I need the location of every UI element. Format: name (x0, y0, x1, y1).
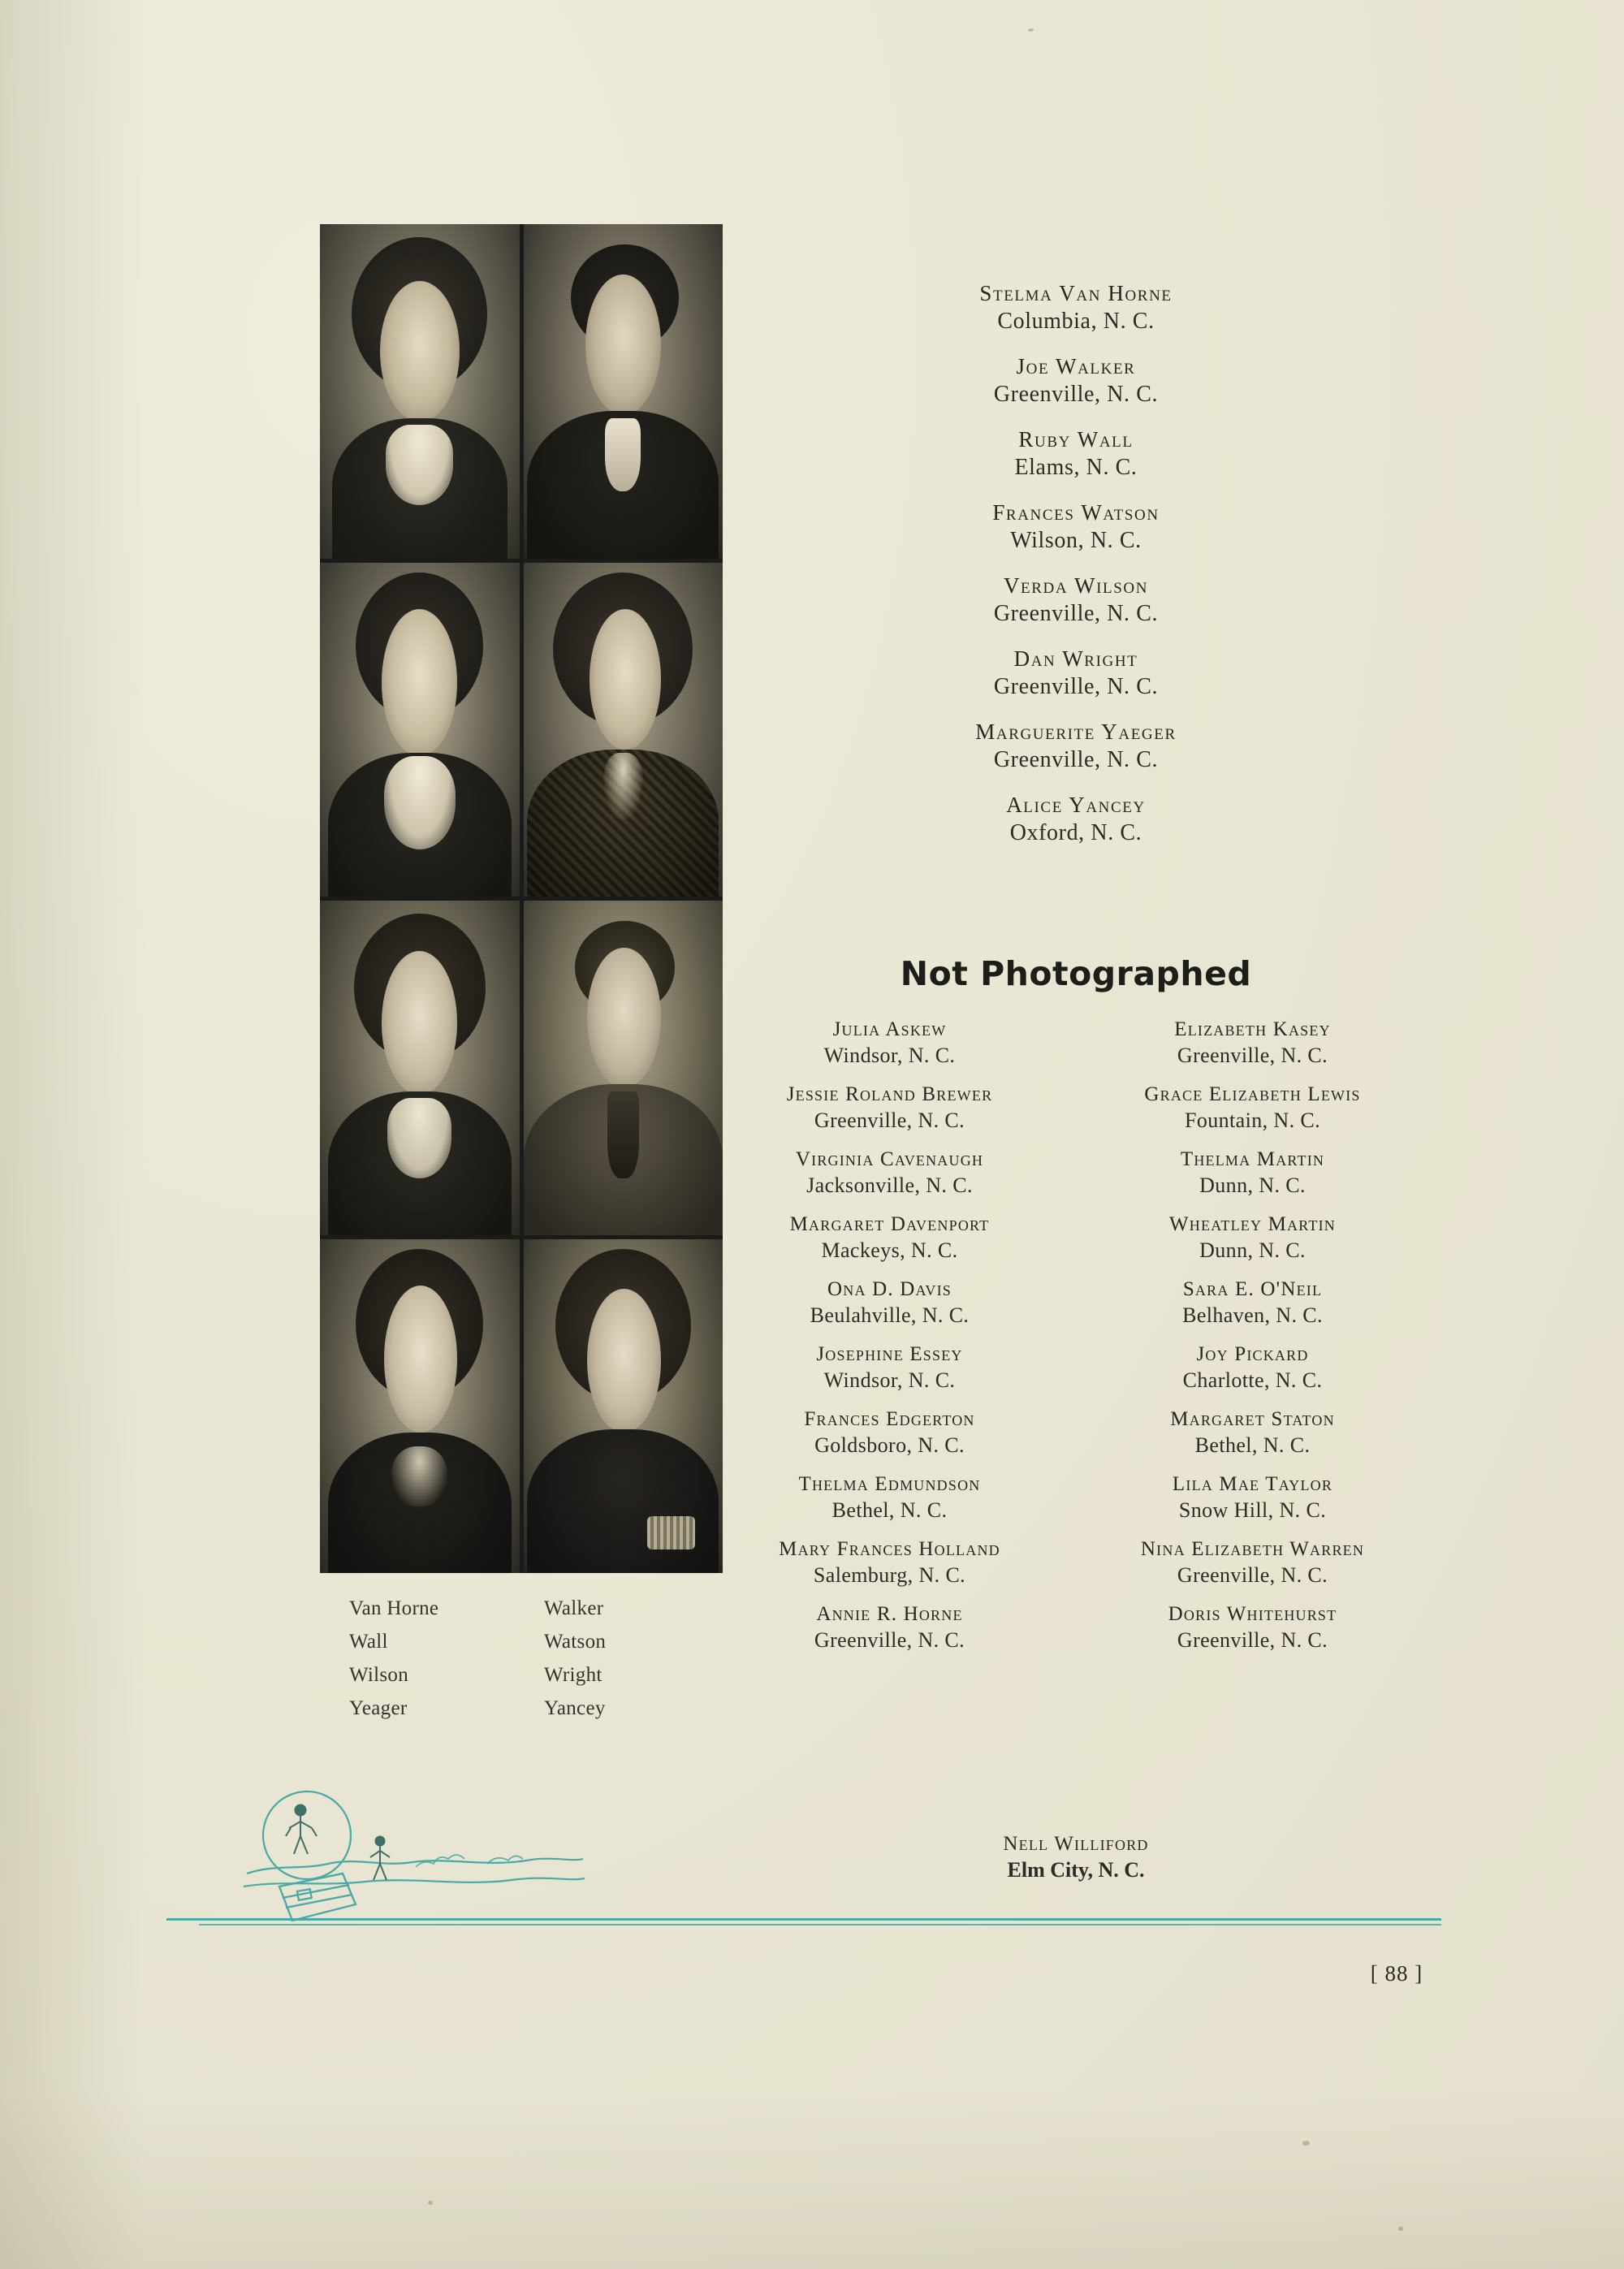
student-town: Salemburg, N. C. (813, 1563, 966, 1587)
student-town: Beulahville, N. C. (810, 1303, 970, 1327)
student-entry (755, 426, 1397, 482)
caption-right: Watson (544, 1631, 607, 1653)
caption-left: Yeager (349, 1697, 408, 1719)
page-edge-shadow-bottom (0, 2090, 1624, 2269)
student-name: Doris Whitehurst (1168, 1603, 1337, 1625)
student-name: Wheatley Martin (1169, 1213, 1336, 1235)
student-entry (1081, 1017, 1424, 1070)
portrait-van-horne (320, 224, 520, 559)
student-town: Dunn, N. C. (1199, 1173, 1306, 1197)
student-name: Ona D. Davis (827, 1278, 952, 1300)
student-town: Goldsboro, N. C. (814, 1433, 965, 1457)
student-entry (718, 1277, 1061, 1329)
student-name: Joy Pickard (1196, 1343, 1309, 1365)
student-town: Fountain, N. C. (1184, 1109, 1321, 1132)
student-name: Alice Yancey (1006, 793, 1146, 817)
student-town: Mackeys, N. C. (821, 1238, 958, 1262)
student-name: Dan Wright (1013, 646, 1138, 671)
portrait-yeager (320, 1239, 520, 1574)
student-name: Margaret Staton (1170, 1408, 1335, 1430)
student-town: Bethel, N. C. (1194, 1433, 1311, 1457)
student-name: Ruby Wall (1018, 427, 1134, 452)
page-edge-shadow-left (0, 0, 146, 2269)
student-name: Thelma Edmundson (798, 1473, 981, 1495)
student-entry (1081, 1277, 1424, 1329)
portrait-wright (524, 901, 723, 1235)
student-entry (1081, 1407, 1424, 1459)
student-name: Verda Wilson (1003, 573, 1149, 598)
portrait-walker (524, 224, 723, 559)
student-name: Josephine Essey (816, 1343, 963, 1365)
caption-left: Wall (349, 1631, 388, 1653)
student-town: Greenville, N. C. (1177, 1563, 1328, 1587)
student-name: Annie R. Horne (816, 1603, 963, 1625)
student-entry (718, 1082, 1061, 1134)
student-entry (1081, 1342, 1424, 1394)
student-entry (755, 573, 1397, 629)
portrait-caption-list (349, 1592, 731, 1725)
student-town: Greenville, N. C. (1177, 1628, 1328, 1652)
student-entry (1081, 1472, 1424, 1524)
caption-row (349, 1625, 731, 1658)
student-name: Julia Askew (832, 1018, 947, 1040)
student-name: Jessie Roland Brewer (786, 1083, 993, 1105)
portrait-watson (524, 563, 723, 897)
student-entry (755, 719, 1397, 775)
student-town: Greenville, N. C. (814, 1628, 965, 1652)
student-entry (755, 353, 1397, 409)
student-town: Wilson, N. C. (1010, 528, 1142, 553)
student-town: Elm City, N. C. (1007, 1858, 1145, 1882)
portrait-wilson (320, 901, 520, 1235)
student-entry (718, 1536, 1061, 1589)
student-entry (755, 499, 1397, 555)
student-name: Frances Edgerton (804, 1408, 975, 1430)
student-name: Virginia Cavenaugh (795, 1148, 984, 1170)
student-name: Sara E. O'Neil (1182, 1278, 1323, 1300)
student-name: Margaret Davenport (789, 1213, 990, 1235)
student-entry (718, 1147, 1061, 1199)
student-name: Nell Williford (1003, 1833, 1149, 1855)
student-entry (1081, 1212, 1424, 1264)
student-town: Jacksonville, N. C. (806, 1173, 973, 1197)
student-entry (718, 1017, 1061, 1070)
student-name: Mary Frances Holland (779, 1538, 1000, 1560)
not-photographed-heading: Not Photographed (900, 954, 1252, 993)
student-town: Windsor, N. C. (823, 1368, 956, 1392)
student-town: Greenville, N. C. (993, 601, 1159, 626)
student-entry (1081, 1601, 1424, 1654)
student-town: Greenville, N. C. (993, 747, 1159, 772)
student-entry (718, 1601, 1061, 1654)
student-town: Belhaven, N. C. (1182, 1303, 1323, 1327)
not-photographed-list (718, 1017, 1424, 1666)
paper-speck (1398, 2227, 1403, 2231)
caption-right: Wright (544, 1664, 603, 1686)
student-name: Lila Mae Taylor (1172, 1473, 1333, 1495)
caption-row (349, 1658, 731, 1692)
student-name: Stelma Van Horne (979, 281, 1173, 305)
student-town: Elams, N. C. (1014, 455, 1138, 480)
student-entry (1081, 1147, 1424, 1199)
student-entry (755, 280, 1397, 336)
student-name: Marguerite Yaeger (975, 720, 1177, 744)
paper-speck (1302, 2141, 1310, 2146)
student-name: Grace Elizabeth Lewis (1144, 1083, 1361, 1105)
student-entry (1081, 1082, 1424, 1134)
page-number: [ 88 ] (1370, 1961, 1423, 1986)
student-town: Greenville, N. C. (993, 674, 1159, 699)
student-entry (718, 1472, 1061, 1524)
student-town: Greenville, N. C. (814, 1109, 965, 1132)
caption-right: Walker (544, 1597, 604, 1619)
student-entry (718, 1212, 1061, 1264)
student-town: Bethel, N. C. (831, 1498, 948, 1522)
student-town: Dunn, N. C. (1199, 1238, 1306, 1262)
student-entry (1081, 1536, 1424, 1589)
student-name: Elizabeth Kasey (1174, 1018, 1331, 1040)
student-name: Thelma Martin (1180, 1148, 1325, 1170)
caption-row (349, 1592, 731, 1625)
caption-right: Yancey (544, 1697, 606, 1719)
student-town: Windsor, N. C. (823, 1044, 956, 1067)
student-name: Frances Watson (992, 500, 1160, 525)
paper-speck (428, 2201, 433, 2205)
portrait-wall (320, 563, 520, 897)
photographed-list (755, 280, 1397, 865)
student-entry (718, 1407, 1061, 1459)
student-town: Charlotte, N. C. (1182, 1368, 1323, 1392)
student-entry (755, 792, 1397, 848)
student-town: Oxford, N. C. (1009, 820, 1142, 845)
decorative-rule (166, 1918, 1441, 1926)
student-town: Greenville, N. C. (1177, 1044, 1328, 1067)
student-town: Snow Hill, N. C. (1178, 1498, 1327, 1522)
student-town: Columbia, N. C. (997, 309, 1155, 334)
caption-row (349, 1692, 731, 1725)
portrait-grid (320, 224, 723, 1573)
paper-speck (1028, 28, 1034, 32)
student-name: Joe Walker (1016, 354, 1136, 378)
student-town: Greenville, N. C. (993, 382, 1159, 407)
caption-left: Van Horne (349, 1597, 439, 1619)
student-name: Nina Elizabeth Warren (1140, 1538, 1365, 1560)
caption-left: Wilson (349, 1664, 409, 1686)
student-entry (718, 1342, 1061, 1394)
student-entry (755, 646, 1397, 702)
portrait-yancey (524, 1239, 723, 1574)
student-entry-last (755, 1831, 1397, 1884)
